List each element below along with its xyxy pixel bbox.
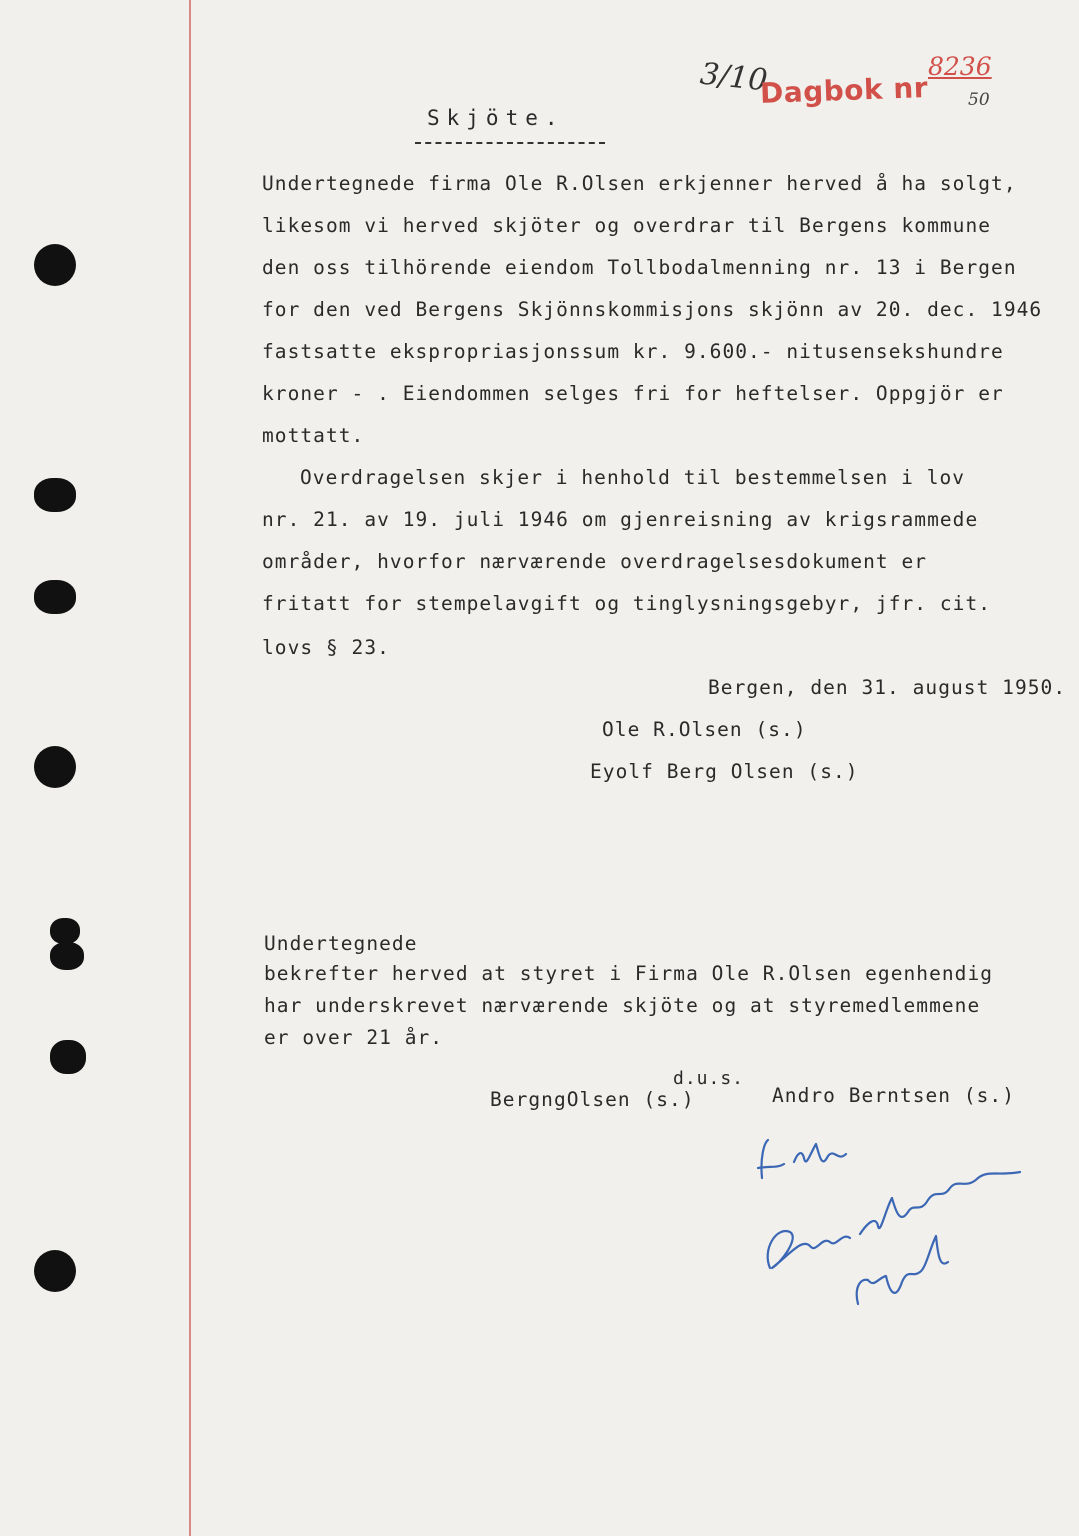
margin-line [189,0,191,1536]
punch-hole [34,478,76,512]
witness-left: BergngOlsen (s.) [490,1088,695,1111]
punch-hole [50,918,80,944]
body-line: kroner - . Eiendommen selges fri for heftelser. Oppgjör er [262,382,1004,405]
punch-hole [34,580,76,614]
handwritten-signature [750,1128,1050,1328]
title-underline [415,142,605,144]
body-line: den oss tilhörende eiendom Tollbodalmenning nr. 13 i Bergen [262,256,1017,279]
body-line: fastsatte ekspropriasjonssum kr. 9.600.- nitusensekshundre [262,340,1004,363]
body-line: områder, hvorfor nærværende overdragelsesdokument er [262,550,928,573]
body-line: Overdragelsen skjer i henhold til bestemmelsen i lov [300,466,966,489]
body-line: mottatt. [262,424,365,447]
punch-hole [50,942,84,970]
dus-note: d.u.s. [673,1068,745,1089]
attestation-line: er over 21 år. [264,1026,444,1049]
body-line: for den ved Bergens Skjönnskommisjons skjönn av 20. dec. 1946 [262,298,1043,321]
handwritten-year: 50 [968,90,990,110]
body-line: nr. 21. av 19. juli 1946 om gjenreisning av krigsrammede [262,508,979,531]
body-line: Undertegnede firma Ole R.Olsen erkjenner herved å ha solgt, [262,172,1017,195]
place-date: Bergen, den 31. august 1950. [708,676,1067,699]
witness-right: Andro Berntsen (s.) [772,1084,1016,1107]
punch-hole [50,1040,86,1074]
attestation-line: bekrefter herved at styret i Firma Ole R.Olsen egenhendig [264,962,994,985]
punch-hole [34,746,76,788]
document-title: Skjöte. [427,106,565,130]
dagbok-stamp: Dagbok nr [759,71,929,110]
body-line: likesom vi herved skjöter og overdrar til Bergens kommune [262,214,992,237]
handwritten-number: 8236 [928,52,992,81]
attestation-line: har underskrevet nærværende skjöte og at styremedlemmene [264,994,981,1017]
signature-scribble-icon [750,1128,1050,1328]
signature-line: Ole R.Olsen (s.) [602,718,807,741]
signature-line: Eyolf Berg Olsen (s.) [590,760,859,783]
punch-hole [34,1250,76,1292]
handwritten-date: 3/10 [698,56,770,99]
punch-hole [34,244,76,286]
body-line: lovs § 23. [262,636,390,659]
body-line: fritatt for stempelavgift og tinglysningsgebyr, jfr. cit. [262,592,992,615]
attestation-line: Undertegnede [264,932,418,955]
